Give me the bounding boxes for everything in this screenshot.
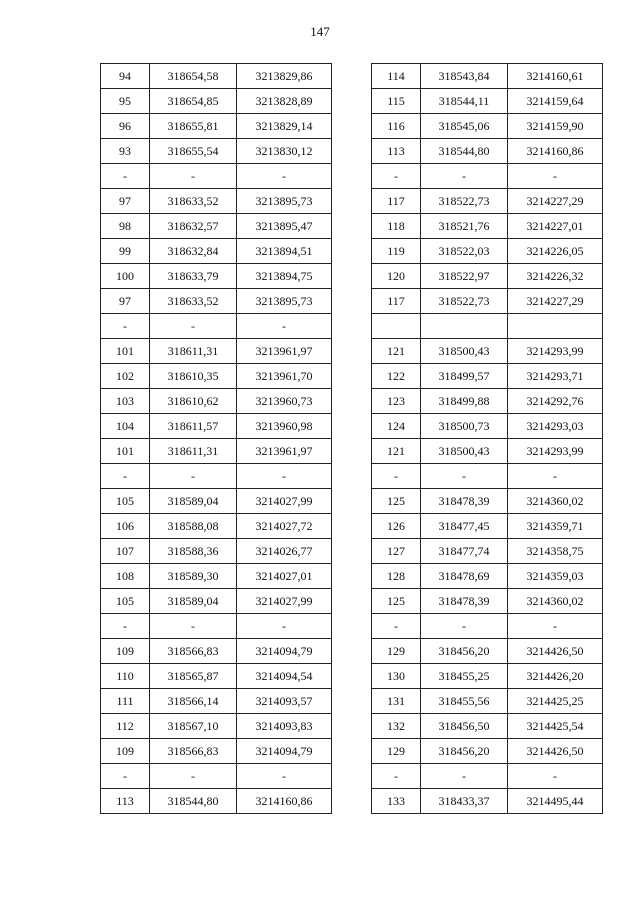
point-number-cell: 105 bbox=[101, 589, 150, 614]
y-coordinate-cell: - bbox=[508, 614, 603, 639]
table-row bbox=[372, 189, 603, 214]
table-row bbox=[101, 739, 332, 764]
table-row bbox=[372, 64, 603, 89]
x-coordinate-cell: 318522,97 bbox=[421, 264, 508, 289]
point-number-cell: 133 bbox=[372, 789, 421, 814]
point-number-cell: 122 bbox=[372, 364, 421, 389]
y-coordinate-cell: 3214026,77 bbox=[237, 539, 332, 564]
x-coordinate-cell: 318654,85 bbox=[150, 89, 237, 114]
table-row bbox=[101, 439, 332, 464]
point-number-cell: 119 bbox=[372, 239, 421, 264]
x-coordinate-cell: 318632,57 bbox=[150, 214, 237, 239]
y-coordinate-cell: 3213828,89 bbox=[237, 89, 332, 114]
x-coordinate-cell: 318654,58 bbox=[150, 64, 237, 89]
table-row bbox=[372, 314, 603, 339]
table-row bbox=[101, 339, 332, 364]
table-row bbox=[101, 264, 332, 289]
x-coordinate-cell: 318633,52 bbox=[150, 189, 237, 214]
x-coordinate-cell: 318655,54 bbox=[150, 139, 237, 164]
y-coordinate-cell: 3214093,83 bbox=[237, 714, 332, 739]
table-row bbox=[372, 414, 603, 439]
table-row bbox=[101, 639, 332, 664]
x-coordinate-cell: 318500,43 bbox=[421, 439, 508, 464]
point-number-cell: 130 bbox=[372, 664, 421, 689]
x-coordinate-cell: 318478,39 bbox=[421, 489, 508, 514]
table-row bbox=[372, 139, 603, 164]
y-coordinate-cell: 3213829,86 bbox=[237, 64, 332, 89]
point-number-cell: 98 bbox=[101, 214, 150, 239]
y-coordinate-cell: 3214094,54 bbox=[237, 664, 332, 689]
table-row bbox=[101, 164, 332, 189]
y-coordinate-cell: 3214293,03 bbox=[508, 414, 603, 439]
table-row bbox=[372, 739, 603, 764]
y-coordinate-cell: 3214094,79 bbox=[237, 639, 332, 664]
x-coordinate-cell: 318566,14 bbox=[150, 689, 237, 714]
y-coordinate-cell: 3214227,01 bbox=[508, 214, 603, 239]
y-coordinate-cell bbox=[508, 314, 603, 339]
y-coordinate-cell: 3214426,50 bbox=[508, 639, 603, 664]
point-number-cell: 101 bbox=[101, 439, 150, 464]
y-coordinate-cell: 3214094,79 bbox=[237, 739, 332, 764]
x-coordinate-cell: - bbox=[421, 764, 508, 789]
x-coordinate-cell: 318610,62 bbox=[150, 389, 237, 414]
y-coordinate-cell: 3214226,32 bbox=[508, 264, 603, 289]
point-number-cell: 106 bbox=[101, 514, 150, 539]
table-row bbox=[101, 489, 332, 514]
x-coordinate-cell: 318521,76 bbox=[421, 214, 508, 239]
point-number-cell: 126 bbox=[372, 514, 421, 539]
x-coordinate-cell: 318567,10 bbox=[150, 714, 237, 739]
table-row bbox=[101, 114, 332, 139]
y-coordinate-cell: 3214227,29 bbox=[508, 289, 603, 314]
point-number-cell: 111 bbox=[101, 689, 150, 714]
x-coordinate-cell: 318456,20 bbox=[421, 739, 508, 764]
table-row bbox=[372, 489, 603, 514]
point-number-cell: 120 bbox=[372, 264, 421, 289]
y-coordinate-cell: 3214360,02 bbox=[508, 489, 603, 514]
table-row bbox=[372, 239, 603, 264]
page-number: 147 bbox=[310, 24, 330, 39]
x-coordinate-cell: 318500,73 bbox=[421, 414, 508, 439]
x-coordinate-cell: - bbox=[150, 464, 237, 489]
point-number-cell: 99 bbox=[101, 239, 150, 264]
point-number-cell: - bbox=[372, 614, 421, 639]
x-coordinate-cell: - bbox=[150, 164, 237, 189]
table-row bbox=[101, 289, 332, 314]
y-coordinate-cell: - bbox=[508, 164, 603, 189]
x-coordinate-cell: 318633,79 bbox=[150, 264, 237, 289]
x-coordinate-cell: 318588,08 bbox=[150, 514, 237, 539]
point-number-cell: 117 bbox=[372, 189, 421, 214]
table-row bbox=[372, 764, 603, 789]
y-coordinate-cell: 3214093,57 bbox=[237, 689, 332, 714]
table-row bbox=[372, 214, 603, 239]
x-coordinate-cell: 318565,87 bbox=[150, 664, 237, 689]
x-coordinate-cell: 318522,03 bbox=[421, 239, 508, 264]
point-number-cell: 114 bbox=[372, 64, 421, 89]
point-number-cell: - bbox=[101, 764, 150, 789]
point-number-cell: 129 bbox=[372, 639, 421, 664]
point-number-cell: 129 bbox=[372, 739, 421, 764]
table-row bbox=[101, 214, 332, 239]
x-coordinate-cell: 318455,25 bbox=[421, 664, 508, 689]
table-row bbox=[372, 114, 603, 139]
point-number-cell: 115 bbox=[372, 89, 421, 114]
table-row bbox=[101, 714, 332, 739]
x-coordinate-cell: - bbox=[421, 464, 508, 489]
x-coordinate-cell: 318478,39 bbox=[421, 589, 508, 614]
table-row bbox=[372, 289, 603, 314]
point-number-cell: 121 bbox=[372, 439, 421, 464]
y-coordinate-cell: 3214425,54 bbox=[508, 714, 603, 739]
table-row bbox=[372, 664, 603, 689]
point-number-cell: - bbox=[372, 464, 421, 489]
table-row bbox=[101, 414, 332, 439]
point-number-cell: 116 bbox=[372, 114, 421, 139]
point-number-cell: 109 bbox=[101, 639, 150, 664]
table-row bbox=[101, 789, 332, 814]
x-coordinate-cell: 318433,37 bbox=[421, 789, 508, 814]
point-number-cell: - bbox=[101, 614, 150, 639]
y-coordinate-cell: 3214360,02 bbox=[508, 589, 603, 614]
table-row bbox=[101, 89, 332, 114]
x-coordinate-cell: - bbox=[150, 764, 237, 789]
y-coordinate-cell: 3213895,47 bbox=[237, 214, 332, 239]
point-number-cell: 104 bbox=[101, 414, 150, 439]
y-coordinate-cell: 3213961,70 bbox=[237, 364, 332, 389]
table-row bbox=[372, 689, 603, 714]
table-row bbox=[372, 264, 603, 289]
table-row bbox=[372, 539, 603, 564]
point-number-cell bbox=[372, 314, 421, 339]
table-row bbox=[101, 314, 332, 339]
table-row bbox=[372, 89, 603, 114]
point-number-cell: 97 bbox=[101, 189, 150, 214]
table-row bbox=[372, 564, 603, 589]
table-row bbox=[372, 464, 603, 489]
point-number-cell: 131 bbox=[372, 689, 421, 714]
point-number-cell: 103 bbox=[101, 389, 150, 414]
table-row bbox=[372, 789, 603, 814]
point-number-cell: - bbox=[101, 164, 150, 189]
y-coordinate-cell: 3213960,98 bbox=[237, 414, 332, 439]
x-coordinate-cell: 318589,04 bbox=[150, 589, 237, 614]
x-coordinate-cell: 318655,81 bbox=[150, 114, 237, 139]
table-row bbox=[372, 339, 603, 364]
table-row bbox=[101, 239, 332, 264]
point-number-cell: 94 bbox=[101, 64, 150, 89]
point-number-cell: 96 bbox=[101, 114, 150, 139]
y-coordinate-cell: 3213830,12 bbox=[237, 139, 332, 164]
y-coordinate-cell: 3213894,51 bbox=[237, 239, 332, 264]
y-coordinate-cell: - bbox=[508, 464, 603, 489]
table-row bbox=[101, 64, 332, 89]
x-coordinate-cell: 318611,31 bbox=[150, 339, 237, 364]
point-number-cell: 107 bbox=[101, 539, 150, 564]
x-coordinate-cell: 318499,88 bbox=[421, 389, 508, 414]
x-coordinate-cell: 318611,31 bbox=[150, 439, 237, 464]
point-number-cell: 102 bbox=[101, 364, 150, 389]
table-row bbox=[101, 189, 332, 214]
y-coordinate-cell: 3214160,86 bbox=[237, 789, 332, 814]
y-coordinate-cell: 3214160,86 bbox=[508, 139, 603, 164]
point-number-cell: 105 bbox=[101, 489, 150, 514]
table-row bbox=[372, 514, 603, 539]
x-coordinate-cell: 318522,73 bbox=[421, 189, 508, 214]
x-coordinate-cell: 318632,84 bbox=[150, 239, 237, 264]
y-coordinate-cell: 3214160,61 bbox=[508, 64, 603, 89]
y-coordinate-cell: 3213960,73 bbox=[237, 389, 332, 414]
point-number-cell: 121 bbox=[372, 339, 421, 364]
table-row bbox=[101, 389, 332, 414]
point-number-cell: 125 bbox=[372, 589, 421, 614]
y-coordinate-cell: 3213894,75 bbox=[237, 264, 332, 289]
point-number-cell: 125 bbox=[372, 489, 421, 514]
point-number-cell: 118 bbox=[372, 214, 421, 239]
y-coordinate-cell: 3214425,25 bbox=[508, 689, 603, 714]
point-number-cell: 113 bbox=[101, 789, 150, 814]
y-coordinate-cell: 3214293,99 bbox=[508, 439, 603, 464]
table-row bbox=[101, 564, 332, 589]
y-coordinate-cell: 3213895,73 bbox=[237, 289, 332, 314]
table-row bbox=[101, 464, 332, 489]
y-coordinate-cell: 3214027,72 bbox=[237, 514, 332, 539]
point-number-cell: - bbox=[101, 314, 150, 339]
x-coordinate-cell: 318477,74 bbox=[421, 539, 508, 564]
point-number-cell: 123 bbox=[372, 389, 421, 414]
table-row bbox=[101, 664, 332, 689]
point-number-cell: 132 bbox=[372, 714, 421, 739]
table-row bbox=[372, 439, 603, 464]
y-coordinate-cell: - bbox=[237, 614, 332, 639]
point-number-cell: 112 bbox=[101, 714, 150, 739]
y-coordinate-cell: 3213829,14 bbox=[237, 114, 332, 139]
table-row bbox=[372, 714, 603, 739]
table-row bbox=[101, 764, 332, 789]
table-row bbox=[101, 514, 332, 539]
x-coordinate-cell: 318566,83 bbox=[150, 639, 237, 664]
y-coordinate-cell: 3214159,90 bbox=[508, 114, 603, 139]
point-number-cell: 95 bbox=[101, 89, 150, 114]
y-coordinate-cell: - bbox=[237, 764, 332, 789]
x-coordinate-cell: 318589,04 bbox=[150, 489, 237, 514]
y-coordinate-cell: 3214426,20 bbox=[508, 664, 603, 689]
y-coordinate-cell: - bbox=[237, 164, 332, 189]
y-coordinate-cell: 3214159,64 bbox=[508, 89, 603, 114]
x-coordinate-cell: 318456,20 bbox=[421, 639, 508, 664]
table-row bbox=[372, 164, 603, 189]
x-coordinate-cell: 318455,56 bbox=[421, 689, 508, 714]
x-coordinate-cell: 318500,43 bbox=[421, 339, 508, 364]
point-number-cell: 117 bbox=[372, 289, 421, 314]
y-coordinate-cell: 3214359,71 bbox=[508, 514, 603, 539]
table-row bbox=[372, 639, 603, 664]
table-row bbox=[372, 589, 603, 614]
table-row bbox=[372, 614, 603, 639]
x-coordinate-cell: - bbox=[150, 614, 237, 639]
y-coordinate-cell: 3214293,71 bbox=[508, 364, 603, 389]
x-coordinate-cell: - bbox=[421, 614, 508, 639]
table-row bbox=[101, 689, 332, 714]
x-coordinate-cell: - bbox=[421, 164, 508, 189]
x-coordinate-cell: 318544,80 bbox=[150, 789, 237, 814]
coordinates-table-right bbox=[371, 63, 603, 814]
x-coordinate-cell: 318588,36 bbox=[150, 539, 237, 564]
y-coordinate-cell: 3214027,99 bbox=[237, 489, 332, 514]
y-coordinate-cell: 3214358,75 bbox=[508, 539, 603, 564]
point-number-cell: 113 bbox=[372, 139, 421, 164]
y-coordinate-cell: 3214426,50 bbox=[508, 739, 603, 764]
point-number-cell: 93 bbox=[101, 139, 150, 164]
table-row bbox=[101, 364, 332, 389]
table-row bbox=[372, 364, 603, 389]
point-number-cell: - bbox=[372, 764, 421, 789]
table-row bbox=[372, 389, 603, 414]
x-coordinate-cell: 318589,30 bbox=[150, 564, 237, 589]
y-coordinate-cell: 3214027,01 bbox=[237, 564, 332, 589]
point-number-cell: 109 bbox=[101, 739, 150, 764]
coordinates-table-left bbox=[100, 63, 332, 814]
x-coordinate-cell: 318545,06 bbox=[421, 114, 508, 139]
point-number-cell: 110 bbox=[101, 664, 150, 689]
x-coordinate-cell bbox=[421, 314, 508, 339]
table-row bbox=[101, 539, 332, 564]
x-coordinate-cell: 318633,52 bbox=[150, 289, 237, 314]
x-coordinate-cell: 318544,80 bbox=[421, 139, 508, 164]
point-number-cell: - bbox=[372, 164, 421, 189]
y-coordinate-cell: 3214293,99 bbox=[508, 339, 603, 364]
x-coordinate-cell: 318456,50 bbox=[421, 714, 508, 739]
x-coordinate-cell: 318544,11 bbox=[421, 89, 508, 114]
y-coordinate-cell: 3213961,97 bbox=[237, 439, 332, 464]
point-number-cell: 124 bbox=[372, 414, 421, 439]
table-row bbox=[101, 139, 332, 164]
x-coordinate-cell: 318499,57 bbox=[421, 364, 508, 389]
table-row bbox=[101, 589, 332, 614]
y-coordinate-cell: 3214292,76 bbox=[508, 389, 603, 414]
x-coordinate-cell: - bbox=[150, 314, 237, 339]
y-coordinate-cell: - bbox=[237, 464, 332, 489]
y-coordinate-cell: 3213961,97 bbox=[237, 339, 332, 364]
y-coordinate-cell: 3214027,99 bbox=[237, 589, 332, 614]
y-coordinate-cell: 3214495,44 bbox=[508, 789, 603, 814]
x-coordinate-cell: 318522,73 bbox=[421, 289, 508, 314]
x-coordinate-cell: 318566,83 bbox=[150, 739, 237, 764]
x-coordinate-cell: 318610,35 bbox=[150, 364, 237, 389]
point-number-cell: 97 bbox=[101, 289, 150, 314]
point-number-cell: 128 bbox=[372, 564, 421, 589]
y-coordinate-cell: 3214359,03 bbox=[508, 564, 603, 589]
point-number-cell: 101 bbox=[101, 339, 150, 364]
y-coordinate-cell: 3213895,73 bbox=[237, 189, 332, 214]
point-number-cell: - bbox=[101, 464, 150, 489]
y-coordinate-cell: 3214226,05 bbox=[508, 239, 603, 264]
x-coordinate-cell: 318611,57 bbox=[150, 414, 237, 439]
point-number-cell: 100 bbox=[101, 264, 150, 289]
table-row bbox=[101, 614, 332, 639]
point-number-cell: 108 bbox=[101, 564, 150, 589]
x-coordinate-cell: 318478,69 bbox=[421, 564, 508, 589]
x-coordinate-cell: 318477,45 bbox=[421, 514, 508, 539]
x-coordinate-cell: 318543,84 bbox=[421, 64, 508, 89]
y-coordinate-cell: 3214227,29 bbox=[508, 189, 603, 214]
point-number-cell: 127 bbox=[372, 539, 421, 564]
y-coordinate-cell: - bbox=[508, 764, 603, 789]
y-coordinate-cell: - bbox=[237, 314, 332, 339]
